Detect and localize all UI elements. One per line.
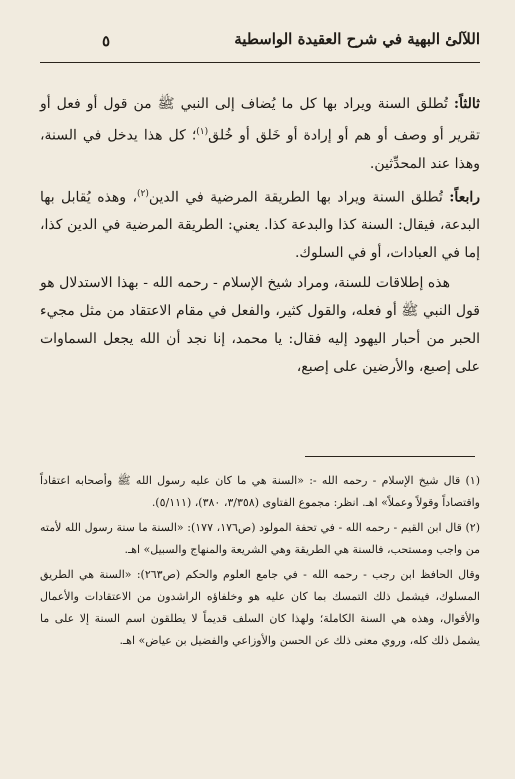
footnote-2: (٢) قال ابن القيم - رحمه الله - في تحفة المولود (ص١٧٦، ١٧٧): «السنة ما سنة رسول الله لأمته من واجب ومستحب، فالسنة هي الطريقة وهي الشريعة والمنهاج والسبيل» اهـ.	[40, 521, 481, 556]
paragraph-lead: رابعاً:	[449, 189, 480, 206]
footnote-1: (١) قال شيخ الإسلام - رحمه الله -: «السنة هي ما كان عليه رسول الله ﷺ وأصحابه اعتقاداً واقتصاداً وقولاً وعملاً» اهـ. انظر: مجموع الفتاوى (٣/٣٥٨، ٣٨٠)، (٥/١١١).	[40, 474, 480, 509]
paragraph-text: تُطلق السنة ويراد بها كل ما يُضاف إلى النبي ﷺ من قول أو فعل أو تقرير أو وصف أو هم أو إرادة أو خَلق أو خُلق	[40, 96, 480, 144]
footnote-ref[interactable]: (١)	[196, 127, 209, 137]
paragraph-lead: ثالثاً:	[453, 96, 480, 112]
running-header	[40, 30, 480, 56]
main-text	[40, 90, 480, 381]
paragraph-usages: هذه إطلاقات للسنة، ومراد شيخ الإسلام - رحمه الله - بهذا الاستدلال هو قول النبي ﷺ أو فعله، والقول كثير، والفعل في مقام الاعتقاد من مثل مجيء الحبر من أحبار اليهود إليه فقال: يا محمد، إنا نجد أن الله يجعل السماوات على إصبع، والأرضين على إصبع،	[40, 275, 480, 376]
footnotes	[40, 470, 480, 655]
paragraph-tail: ؛ كل هذا يدخل في السنة، وهذا عند المحدِّثين.	[40, 127, 480, 172]
paragraph-third-meaning	[40, 90, 480, 178]
footnote-separator	[305, 456, 475, 457]
header-rule	[40, 62, 480, 63]
paragraph-text: تُطلق السنة ويراد بها الطريقة المرضية في الدين	[148, 189, 450, 206]
book-title: اللآلئ البهية في شرح العقيدة الواسطية	[234, 30, 480, 48]
footnote-ref[interactable]: (٢)	[136, 188, 149, 199]
footnote-2-continued: وقال الحافظ ابن رجب - رحمه الله - في جامع العلوم والحكم (ص٢٦٣): «السنة هي الطريق المسلوك، فيشمل ذلك التمسك بما كان عليه هو وخلفاؤه الراشدون من الاعتقادات والأعمال والأقوال، وهذه هي السنة الكاملة؛ ولهذا كان السلف قديماً لا يطلقون اسم السنة إلا على ما يشمل ذلك كله، وروي معنى ذلك عن الحسن والأوزاعي والفضيل بن عياض» اهـ.	[40, 568, 480, 647]
paragraph-tail: ، وهذه يُقابل بها البدعة، فيقال: السنة كذا والبدعة كذا. يعني: الطريقة المرضية في الدين كذا، إما في العبادات، أو في السلوك.	[40, 189, 480, 262]
page-number: ٥	[102, 32, 111, 50]
paragraph-fourth-meaning	[40, 180, 480, 268]
